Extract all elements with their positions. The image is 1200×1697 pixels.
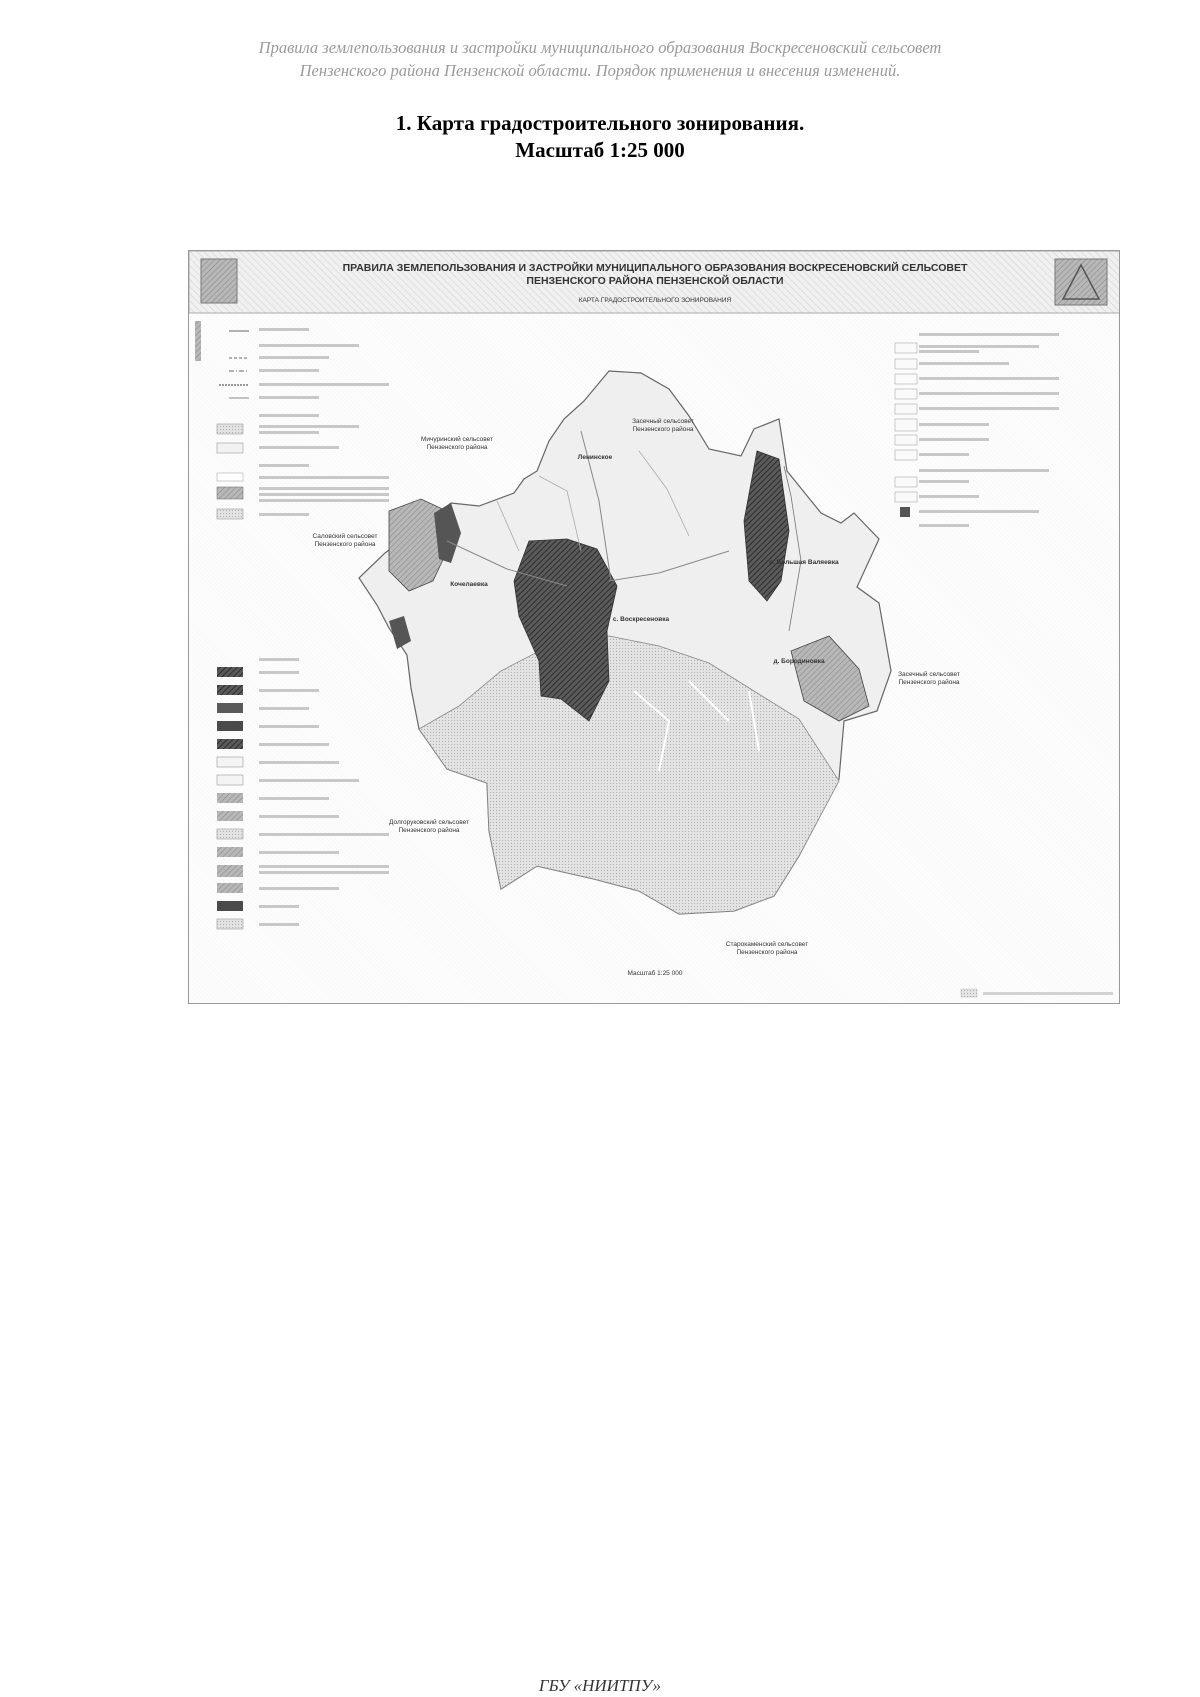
section-title-line-1: 1. Карта градостроительного зонирования.: [395, 111, 805, 135]
neighbor-label-3: Саловский сельсовет: [312, 533, 378, 540]
neighbor-label-6-sub: Пензенского района: [736, 949, 798, 956]
neighbor-label-5: Долгоруковский сельсовет: [389, 819, 469, 826]
zoning-map: [188, 250, 1120, 1004]
map-title-line-1: ПРАВИЛА ЗЕМЛЕПОЛЬЗОВАНИЯ И ЗАСТРОЙКИ МУНИЦИПАЛЬНОГО ОБРАЗОВАНИЯ ВОСКРЕСЕНОВСКИЙ СЕЛЬСОВЕТ: [342, 262, 968, 274]
map-legend-left-zones: [217, 658, 389, 929]
settlement-label-1: Кочелаевка: [450, 581, 488, 588]
neighbor-label-1-sub: Пензенского района: [426, 444, 488, 451]
settlement-label-5: Ленинское: [577, 454, 613, 461]
zoning-map-drawing: [189, 251, 1120, 1004]
neighbor-label-6: Старокаменский сельсовет: [725, 941, 809, 948]
header-line-1: Правила землепользования и застройки муниципального образования Воскресеновский сельсовет: [258, 38, 942, 57]
map-subtitle: КАРТА ГРАДОСТРОИТЕЛЬНОГО ЗОНИРОВАНИЯ: [578, 297, 732, 304]
neighbor-label-2-sub: Пензенского района: [632, 426, 694, 433]
map-legend-left-top: [195, 321, 389, 519]
neighbor-label-4: Засечный сельсовет: [898, 671, 960, 678]
header-line-2: Пензенского района Пензенской области. Порядок применения и внесения изменений.: [299, 61, 901, 80]
neighbor-label-2: Засечный сельсовет: [632, 418, 694, 425]
neighbor-label-3-sub: Пензенского района: [314, 541, 376, 548]
map-title-line-2: ПЕНЗЕНСКОГО РАЙОНА ПЕНЗЕНСКОЙ ОБЛАСТИ: [526, 275, 784, 287]
settlement-label-4: д. Бородиновка: [773, 658, 825, 665]
map-scale-label: Масштаб 1:25 000: [627, 970, 683, 977]
map-legend-right: [895, 333, 1059, 527]
coat-of-arms-emblem-left: [201, 259, 237, 303]
neighbor-label-4-sub: Пензенского района: [898, 679, 960, 686]
document-running-header: [0, 36, 1200, 82]
document-footer: ГБУ «НИИТПУ»: [538, 1676, 662, 1695]
settlement-label-3: с. Большая Валяевка: [769, 559, 839, 566]
map-bottom-note: [961, 989, 1113, 997]
neighbor-label-1: Мичуринский сельсовет: [420, 436, 494, 443]
settlement-label-2: с. Воскресеновка: [612, 616, 670, 623]
institute-logo-emblem: [1055, 259, 1107, 305]
section-title: [0, 110, 1200, 164]
neighbor-label-5-sub: Пензенского района: [398, 827, 460, 834]
section-title-line-2: Масштаб 1:25 000: [515, 138, 685, 162]
